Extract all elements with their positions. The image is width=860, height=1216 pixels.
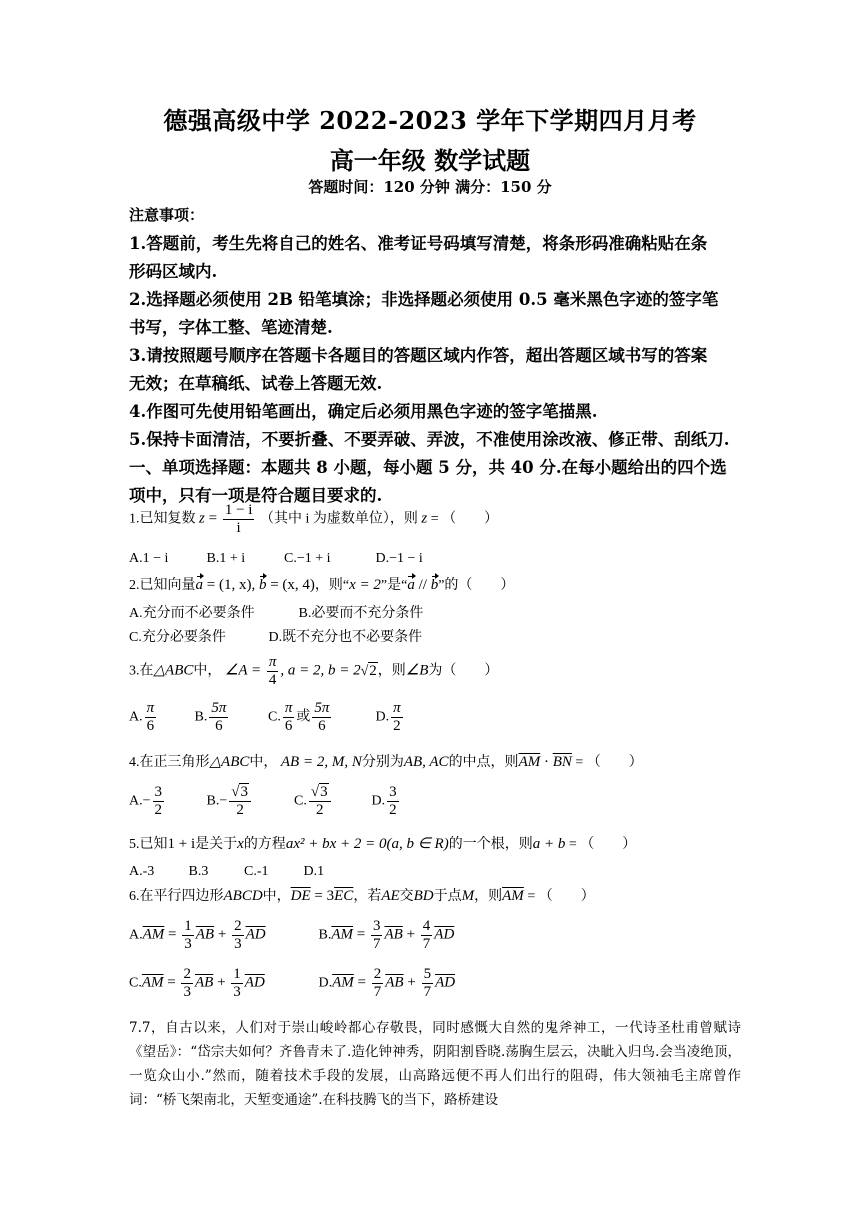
q6-text: 中， [262, 889, 291, 904]
notice-line: 2.选择题必须使用 2B 铅笔填涂；非选择题必须使用 0.5 毫米黑色字迹的签字笔 [129, 290, 719, 309]
q4-opt-label: A.− [129, 793, 151, 809]
question-1 [129, 502, 739, 537]
q6-opt-label: A. [129, 927, 143, 943]
question-6-options-row1 [129, 918, 739, 953]
q3-text: 中， [193, 663, 222, 679]
q4-frac: $\frac{√3}{2}$ [229, 784, 251, 819]
q1-eq: = [204, 510, 221, 527]
notice-line: 形码区域内. [129, 262, 218, 281]
q6-ad: $\overline{AD}$ [435, 974, 456, 991]
q6-option-a [129, 918, 315, 953]
q4-num: 3 [154, 784, 163, 800]
q6-num: 2 [183, 966, 191, 982]
notice-heading: 注意事项： [129, 206, 205, 224]
q6-frac [182, 918, 194, 953]
q6-num: 2 [373, 966, 382, 982]
q3-frac [209, 700, 228, 735]
q2-text: ”是“ [380, 578, 408, 593]
q1-option-b: B.1 + i [206, 551, 246, 566]
q3-num: 5π [314, 700, 330, 716]
q3-den: 6 [146, 718, 155, 734]
q3-sides: , a = 2, b = 2 [280, 662, 361, 679]
q4-vector-am: $\overline{AM}$ [518, 754, 541, 770]
q6-vector-ec: $\overline{EC}$ [334, 888, 354, 904]
q6-den: 7 [423, 984, 432, 1000]
q1-option-c: C.−1 + i [284, 551, 331, 566]
q1-var: z [421, 510, 428, 527]
q6-eq-sign: = [353, 926, 369, 943]
question-6-options-row2 [129, 966, 739, 1001]
q3-opt-label: C. [268, 709, 281, 725]
q2-expr-b: = (x, 4) [266, 577, 315, 593]
q6-text: ，若 [353, 889, 382, 904]
q3-angle-a: ∠A = [224, 662, 265, 679]
question-6 [129, 886, 739, 907]
notice-line: 4.作图可先使用铅笔画出，确定后必须用黑色字迹的签字笔描黑. [129, 402, 598, 421]
q6-ab: $\overline{AB}$ [194, 974, 214, 991]
q2-expr-a: = (1, x), [203, 577, 259, 593]
q2-vector-a: a [407, 577, 415, 593]
q3-option-d [376, 700, 405, 735]
q6-vector-am: $\overline{AM}$ [502, 888, 524, 904]
q3-opt-label: B. [194, 709, 208, 725]
q3-text: ，则 [377, 663, 406, 679]
q5-option-c: C.-1 [244, 864, 269, 879]
q3-num: π [393, 700, 401, 716]
q2-parallel: // [414, 577, 431, 593]
q4-frac: $\frac{√3}{2}$ [309, 784, 331, 819]
q6-num: 4 [422, 918, 431, 934]
q2-option-d: D.既不充分也不必要条件 [268, 630, 423, 645]
q3-or: 或 [296, 709, 311, 725]
q6-ad: $\overline{AD}$ [434, 926, 455, 943]
q1-text: （其中 i 为虚数单位），则 [259, 511, 418, 527]
question-2-options-row2 [129, 628, 739, 648]
q6-frac [421, 918, 433, 953]
q6-frac [231, 966, 243, 1001]
q6-line-bd: BD [413, 888, 434, 904]
question-4-options [129, 784, 739, 819]
q4-text: 分别为 [361, 755, 404, 770]
q6-plus: + [213, 974, 230, 991]
q2-option-c: C.充分必要条件 [129, 630, 226, 645]
exam-subtitle: 高一年级 数学试题 [329, 146, 531, 175]
q4-num: 3 [389, 784, 397, 800]
q3-triangle: △ABC [153, 662, 194, 679]
q4-den: 2 [315, 802, 324, 818]
q4-triangle: △ABC [209, 754, 250, 770]
q6-frac [181, 966, 193, 1001]
q4-option-b [207, 784, 291, 819]
q6-den: 3 [183, 984, 191, 1000]
q6-prefix: 6.在平行四边形 [129, 889, 224, 904]
exam-time-score: 答题时间：120 分钟 满分：150 分 [308, 178, 552, 196]
q6-point-m: M [461, 888, 475, 904]
q6-am: $\overline{AM}$ [141, 974, 164, 991]
q3-den: 4 [268, 672, 277, 688]
q3-option-c [268, 700, 372, 735]
q1-denominator: i [236, 520, 241, 536]
notice-list [129, 230, 739, 510]
q6-text: 于点 [433, 889, 462, 904]
q3-num: π [268, 654, 277, 670]
q3-den: 6 [284, 718, 293, 734]
q4-option-d [372, 784, 401, 819]
q6-num: 5 [423, 966, 432, 982]
question-5 [129, 834, 739, 855]
question-3-options [129, 700, 739, 735]
q4-sides: AB, AC [403, 754, 449, 770]
q1-option-a: A.1 − i [129, 551, 169, 566]
q3-frac [312, 700, 331, 735]
q6-num: 2 [234, 918, 242, 934]
q6-eq: = 3 [310, 888, 335, 904]
q4-opt-label: D. [371, 793, 386, 809]
q6-den: 7 [373, 984, 382, 1000]
q3-option-b [195, 700, 265, 735]
q6-frac [371, 918, 383, 953]
q6-ab: $\overline{AB}$ [385, 974, 404, 991]
q6-den: 3 [234, 936, 242, 952]
exam-title: 德强高级中学 2022-2023 学年下学期四月月考 [163, 106, 697, 135]
question-3 [129, 654, 739, 689]
q6-opt-label: C. [129, 975, 142, 991]
q3-fraction [267, 654, 279, 689]
q4-rad: 3 [320, 784, 328, 800]
q2-text: ，则“ [314, 578, 350, 593]
q3-sqrt-arg: 2 [369, 662, 377, 679]
q6-opt-label: D. [318, 975, 333, 991]
q6-am: $\overline{AM}$ [142, 926, 165, 943]
q4-tail: = （ ） [571, 755, 643, 770]
q6-num: 1 [233, 966, 241, 982]
q6-den: 3 [233, 984, 241, 1000]
q4-opt-label: B.− [206, 793, 228, 809]
q1-fraction [223, 502, 255, 537]
q6-am: $\overline{AM}$ [332, 974, 354, 991]
question-2 [129, 575, 739, 596]
q4-condition: AB = 2, M, N [280, 754, 362, 770]
q1-option-d: D.−1 − i [375, 551, 423, 566]
q4-frac [387, 784, 399, 819]
q3-num: π [146, 700, 155, 716]
q6-eq-sign: = [163, 974, 180, 991]
q6-frac [422, 966, 434, 1001]
q6-num: 3 [372, 918, 381, 934]
q1-tail: = （ ） [427, 511, 499, 527]
q5-equation: ax² + bx + 2 = 0(a, b ∈ R) [285, 836, 449, 852]
q3-prefix: 3.在 [129, 663, 154, 679]
q4-dot: · [540, 754, 553, 770]
q1-var: z [199, 510, 205, 527]
q6-ab: $\overline{AB}$ [195, 926, 215, 943]
q3-opt-label: A. [129, 709, 143, 725]
q5-text: 是关于 [195, 837, 238, 852]
q6-option-b [319, 918, 455, 953]
q5-option-d: D.1 [303, 864, 325, 879]
q3-tail: 为（ ） [428, 663, 499, 679]
q4-rad: 3 [240, 784, 248, 800]
q1-numerator: 1 − i [224, 502, 253, 518]
q2-prefix: 2.已知向量 [129, 578, 196, 593]
q6-ab: $\overline{AB}$ [384, 926, 403, 943]
q6-frac [372, 966, 384, 1001]
q4-frac [153, 784, 165, 819]
section-heading-line: 一、单项选择题：本题共 8 小题，每小题 5 分，共 40 分.在每小题给出的四个选 [129, 458, 727, 477]
q6-den: 7 [372, 936, 381, 952]
q5-option-b: B.3 [188, 864, 209, 879]
q4-option-c [294, 784, 368, 819]
q6-ad: $\overline{AD}$ [244, 974, 265, 991]
q6-line-ae: AE [381, 888, 400, 904]
q5-root: 1 + i [167, 836, 196, 852]
q6-option-c [129, 966, 315, 1001]
q6-num: 1 [184, 918, 192, 934]
question-2-options-row1 [129, 604, 739, 624]
q6-plus: + [402, 926, 419, 943]
q5-option-a: A.-3 [129, 864, 155, 879]
question-1-options [129, 549, 739, 569]
q4-den: 2 [236, 802, 244, 818]
q6-plus: + [214, 926, 231, 943]
q2-option-a: A.充分而不必要条件 [129, 606, 255, 621]
question-5-options [129, 862, 739, 882]
q2-vector-b: b [430, 577, 439, 593]
q4-option-a [129, 784, 203, 819]
q6-text: 交 [399, 889, 414, 904]
q2-vector-b: b [258, 577, 267, 593]
q3-num: π [284, 700, 293, 716]
q1-prefix: 1.已知复数 [129, 511, 196, 527]
notice-line: 1.答题前，考生先将自己的姓名、准考证号码填写清楚，将条形码准确粘贴在条 [129, 234, 708, 253]
q5-sum: a + b [532, 836, 566, 852]
section-heading-line: 项中，只有一项是符合题目要求的. [129, 486, 383, 505]
question-7: 7.7，自古以来，人们对于崇山峻岭都心存敬畏，同时感慨大自然的鬼斧神工，一代诗圣杜甫曾赋诗《望岳》：“岱宗夫如何？齐鲁青未了.造化钟神秀，阴阳割昏晓.荡胸生层云，决眦入归鸟.会当凌绝顶，一览众山小.”然而，随着技术手段的发展，山高路远便不再人们出行的阻碍，伟大领袖毛主席曾作词：“桥飞架南北，天堑变通途”.在科技腾飞的当下，路桥建设 [129, 1020, 741, 1108]
q3-option-a [129, 700, 191, 735]
q6-eq-sign: = [164, 926, 181, 943]
notice-line: 3.请按照题号顺序在答题卡各题目的答题区域内作答，超出答题区域书写的答案 [129, 346, 708, 365]
question-4 [129, 752, 739, 773]
q2-option-b: B.必要而不充分条件 [298, 606, 424, 621]
q3-frac [283, 700, 295, 735]
q6-den: 3 [184, 936, 192, 952]
q6-option-d [319, 966, 456, 1001]
q5-text: 的方程 [243, 837, 286, 852]
q3-angle-b: ∠B [405, 662, 429, 679]
q4-text: 中， [249, 755, 278, 770]
q3-den: 2 [393, 718, 401, 734]
q4-den: 2 [389, 802, 397, 818]
q4-vector-bn: $\overline{BN}$ [552, 754, 572, 770]
q6-text: ，则 [474, 889, 503, 904]
q6-vector-de: $\overline{DE}$ [290, 888, 311, 904]
q2-condition: x = 2 [349, 577, 381, 593]
q4-den: 2 [154, 802, 163, 818]
q5-var: x [237, 836, 244, 852]
q5-tail: = （ ） [565, 837, 637, 852]
q4-opt-label: C. [294, 793, 307, 809]
q3-sqrt: √2 [360, 662, 377, 679]
q3-den: 6 [318, 718, 326, 734]
notice-line: 5.保持卡面清洁，不要折叠、不要弄破、弄波，不准使用涂改液、修正带、刮纸刀. [129, 430, 730, 449]
notice-line: 书写，字体工整、笔迹清楚. [129, 318, 333, 337]
q6-den: 7 [422, 936, 431, 952]
q6-shape: ABCD [223, 888, 263, 904]
q3-opt-label: D. [375, 709, 390, 725]
q3-num: 5π [211, 700, 227, 716]
q5-text: 的一个根，则 [448, 837, 533, 852]
q3-den: 6 [215, 718, 223, 734]
q4-text: 的中点，则 [448, 755, 519, 770]
q6-tail: = （ ） [523, 889, 595, 904]
q3-frac [391, 700, 403, 735]
q6-eq-sign: = [353, 974, 370, 991]
q6-ad: $\overline{AD}$ [245, 926, 266, 943]
q6-am: $\overline{AM}$ [331, 926, 354, 943]
q4-prefix: 4.在正三角形 [129, 755, 210, 770]
q6-frac [232, 918, 244, 953]
q6-opt-label: B. [318, 927, 332, 943]
q6-plus: + [403, 974, 420, 991]
q2-tail: ”的（ ） [438, 578, 515, 593]
q3-frac [145, 700, 157, 735]
q5-prefix: 5.已知 [129, 837, 168, 852]
notice-line: 无效；在草稿纸、试卷上答题无效. [129, 374, 383, 393]
q2-vector-a: a [195, 577, 203, 593]
